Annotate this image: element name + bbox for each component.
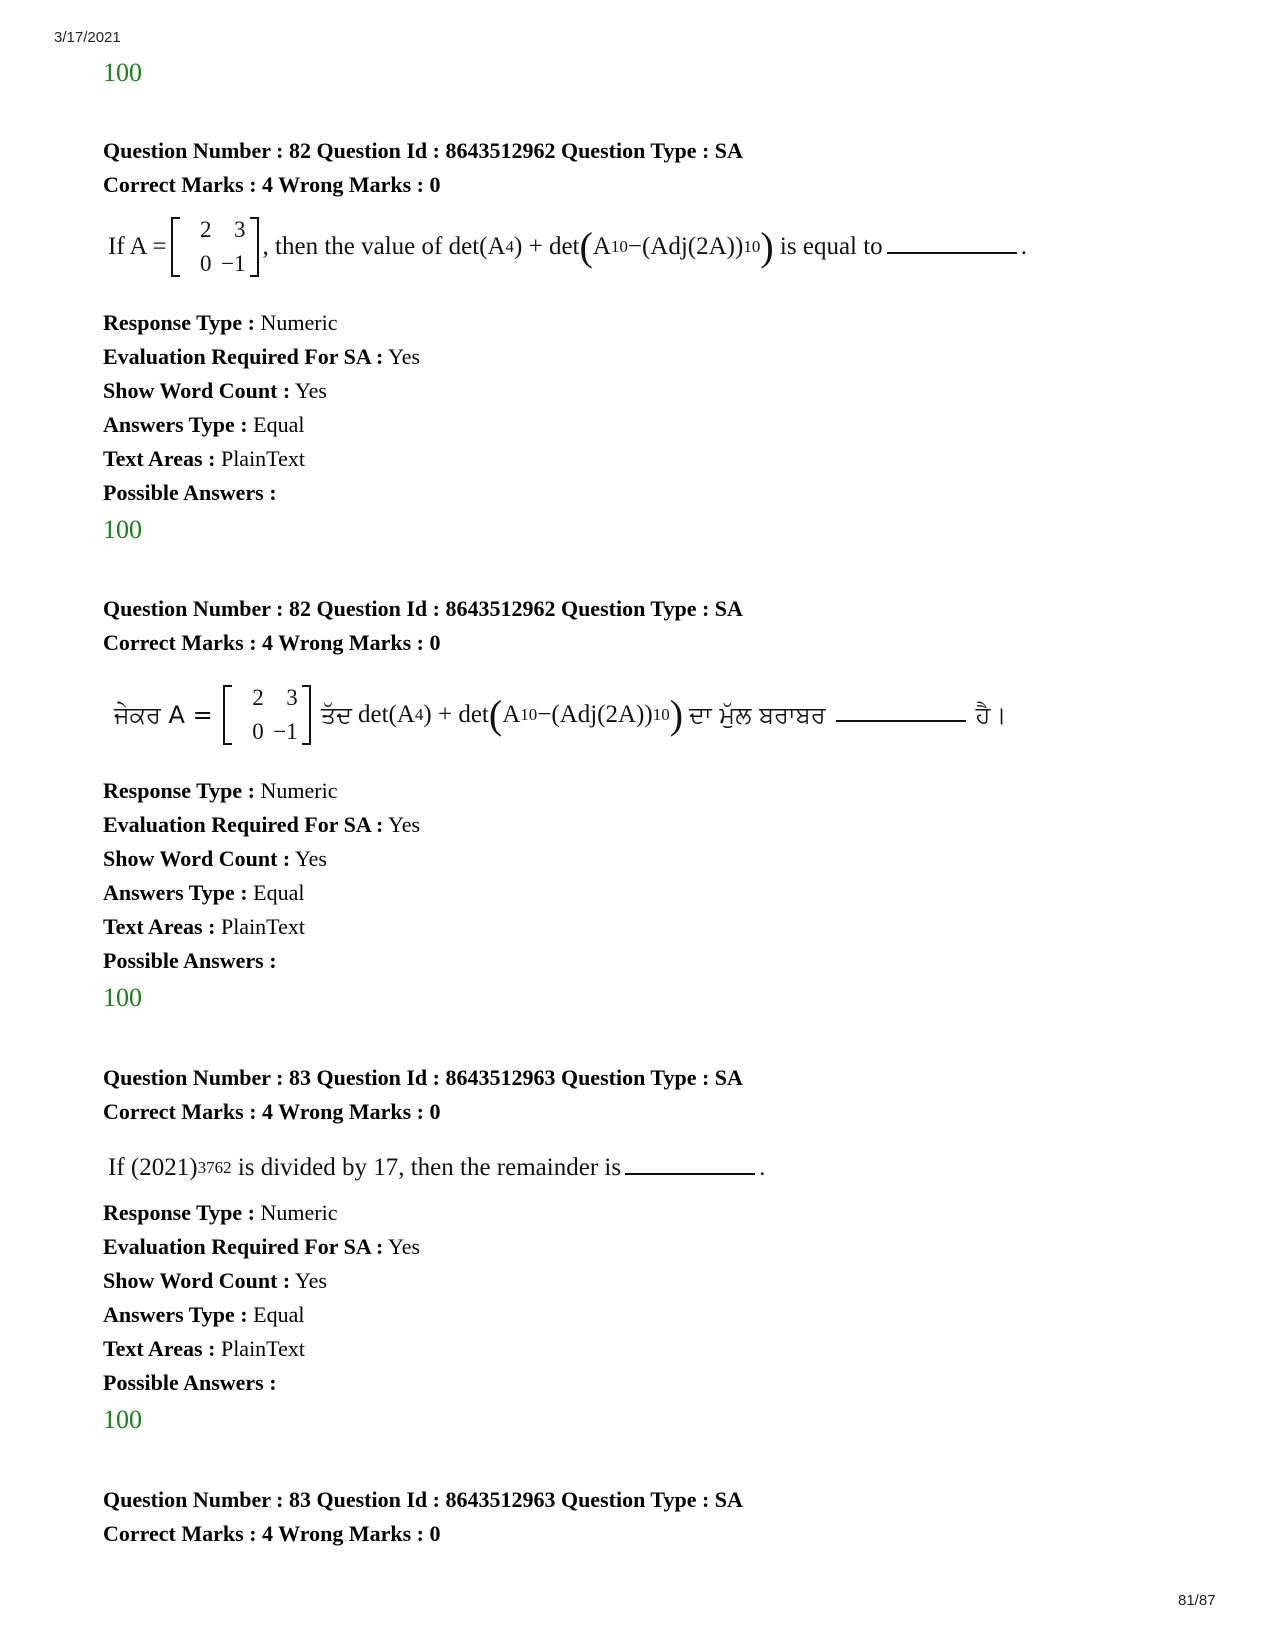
response-type: Response Type : Numeric [103, 1200, 338, 1225]
answers-type: Answers Type : Equal [103, 412, 305, 437]
question-header: Question Number : 83 Question Id : 8643512963 Question Type : SA [103, 1065, 743, 1090]
question-marks: Correct Marks : 4 Wrong Marks : 0 [103, 1521, 441, 1546]
text-areas: Text Areas : PlainText [103, 914, 305, 939]
question-header: Question Number : 82 Question Id : 8643512962 Question Type : SA [103, 138, 743, 163]
answers-type: Answers Type : Equal [103, 1302, 305, 1327]
possible-answers-label: Possible Answers : [103, 1370, 277, 1395]
response-type: Response Type : Numeric [103, 310, 338, 335]
question-marks: Correct Marks : 4 Wrong Marks : 0 [103, 630, 441, 655]
show-word-count: Show Word Count : Yes [103, 1268, 327, 1293]
matrix-a: 2 3 0 −1 [171, 217, 259, 277]
question-marks: Correct Marks : 4 Wrong Marks : 0 [103, 172, 441, 197]
page-number: 81/87 [1178, 1592, 1216, 1609]
response-type: Response Type : Numeric [103, 778, 338, 803]
text-areas: Text Areas : PlainText [103, 446, 305, 471]
evaluation-required: Evaluation Required For SA : Yes [103, 812, 421, 837]
possible-answers-label: Possible Answers : [103, 948, 277, 973]
text-areas: Text Areas : PlainText [103, 1336, 305, 1361]
possible-answers-label: Possible Answers : [103, 480, 277, 505]
question-stem-image: If (2021) 3762 is divided by 17, then the remainder is . [108, 1154, 766, 1181]
evaluation-required: Evaluation Required For SA : Yes [103, 1234, 421, 1259]
show-word-count: Show Word Count : Yes [103, 846, 327, 871]
possible-answer-value: 100 [103, 1405, 142, 1434]
print-date: 3/17/2021 [54, 29, 121, 46]
possible-answer-value: 100 [103, 983, 142, 1012]
question-stem-image: ਜੇਕਰ A = 2 3 0 −1 ਤੱਦ det(A 4 ) + det ( A 10 −(Adj(2A)) 10 ) ਦਾ ਮੁੱਲ ਬਰਾਬਰ ਹੈ। [114, 685, 1007, 744]
matrix-a: 2 3 0 −1 [223, 685, 311, 745]
possible-answer-value: 100 [103, 58, 142, 87]
evaluation-required: Evaluation Required For SA : Yes [103, 344, 421, 369]
question-header: Question Number : 82 Question Id : 8643512962 Question Type : SA [103, 596, 743, 621]
answers-type: Answers Type : Equal [103, 880, 305, 905]
question-stem-image: If A = 2 3 0 −1 , then the value of det(A 4 ) + det ( A 10 −(Adj(2A)) 10 ) is equal to . [108, 217, 1027, 276]
possible-answer-value: 100 [103, 515, 142, 544]
question-marks: Correct Marks : 4 Wrong Marks : 0 [103, 1099, 441, 1124]
question-header: Question Number : 83 Question Id : 8643512963 Question Type : SA [103, 1487, 743, 1512]
show-word-count: Show Word Count : Yes [103, 378, 327, 403]
